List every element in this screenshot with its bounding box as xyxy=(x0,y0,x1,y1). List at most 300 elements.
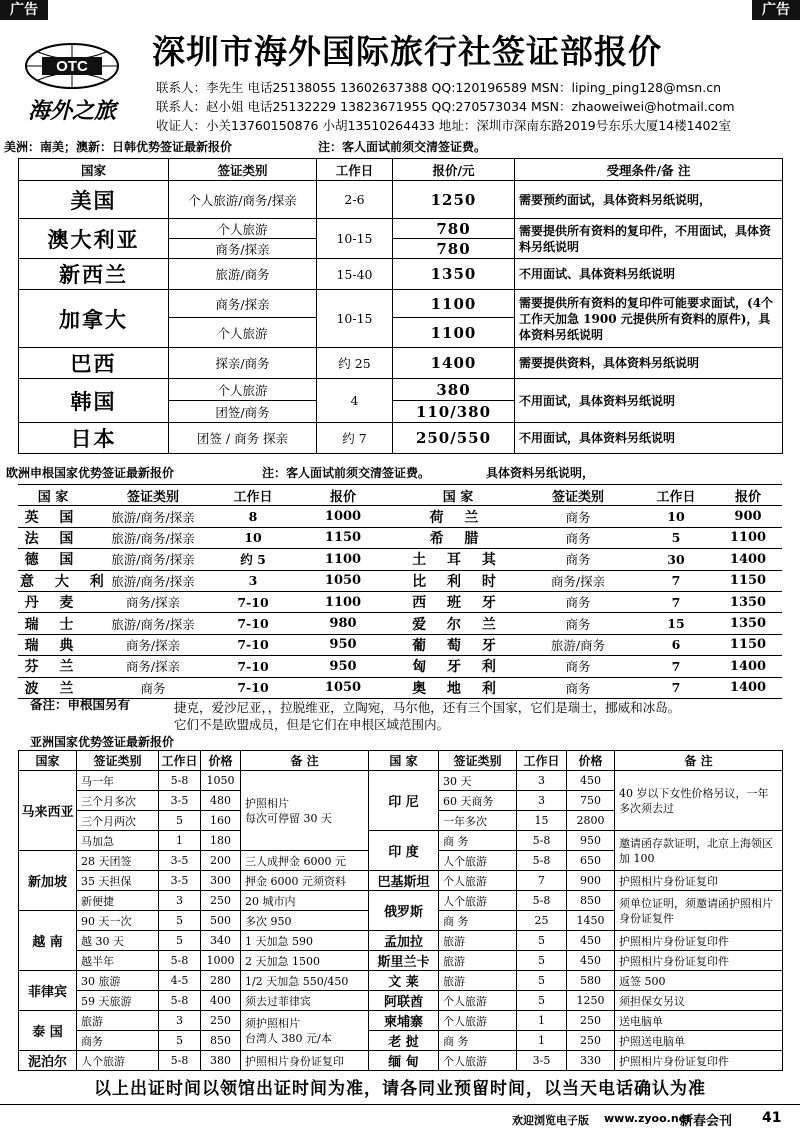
europe-remark-line-1: 捷克，爱沙尼亚，，拉脱维亚，立陶宛，马尔他，还有三个国家，它们是瑞士，挪威和冰岛。 xyxy=(174,700,681,715)
europe-note-2: 具体资料另纸说明， xyxy=(486,466,595,480)
country-name: 新西兰 xyxy=(19,259,169,290)
col-workdays: 工作日 xyxy=(218,485,288,506)
americas-price-table xyxy=(18,158,783,454)
country-name: 巴基斯坦 xyxy=(369,871,439,891)
price: 280 xyxy=(201,971,241,991)
visa-type: 商务 xyxy=(518,549,638,570)
country-name: 荷 兰 xyxy=(398,506,518,527)
workdays: 7-10 xyxy=(218,677,288,698)
visa-type: 90 天一次 xyxy=(77,911,159,931)
price: 250 xyxy=(201,891,241,911)
page-number: 41 xyxy=(762,1110,782,1126)
workdays: 10 xyxy=(218,527,288,548)
visa-type: 越 30 天 xyxy=(77,931,159,951)
table-row xyxy=(18,549,782,570)
price: 900 xyxy=(714,506,782,527)
country-name: 土 耳 其 xyxy=(398,549,518,570)
price: 1050 xyxy=(288,677,398,698)
price: 250 xyxy=(201,1011,241,1031)
price: 1150 xyxy=(288,527,398,548)
col-country-2: 国 家 xyxy=(398,485,518,506)
workdays: 5 xyxy=(159,931,201,951)
remark: 护照相片身份证复印件 xyxy=(615,951,783,971)
workdays: 10-15 xyxy=(317,219,393,259)
visa-type: 旅游/商务/探亲 xyxy=(88,549,218,570)
bottom-bar-label: 欢迎浏览电子版 xyxy=(512,1114,589,1127)
table-row xyxy=(18,677,782,698)
workdays: 7 xyxy=(638,570,714,591)
logo-script-text: 海外之旅 xyxy=(27,99,117,124)
remark: 护照相片身份证复印件 xyxy=(615,931,783,951)
country-name: 德 国 xyxy=(18,549,88,570)
workdays: 5-8 xyxy=(517,891,567,911)
workdays: 5 xyxy=(159,1031,201,1051)
workdays: 3-5 xyxy=(159,871,201,891)
table-header-row xyxy=(19,159,783,181)
col-workdays: 工作日 xyxy=(159,751,201,771)
price: 900 xyxy=(567,871,615,891)
visa-type: 个人旅游 xyxy=(439,1011,517,1031)
workdays: 约 25 xyxy=(317,348,393,379)
visa-type: 探亲/商务 xyxy=(169,348,317,379)
remark: 须单位证明，须邀请函护照相片身份证复件 xyxy=(615,891,783,931)
country-name: 希 腊 xyxy=(398,527,518,548)
remark: 需要提供所有资料的复印件可能要求面试，(4个工作天加急 1900 元提供所有资料的原件)，具体资料另纸说明 xyxy=(515,290,783,348)
visa-type: 商务/探亲 xyxy=(518,570,638,591)
country-name: 巴西 xyxy=(19,348,169,379)
europe-price-table xyxy=(18,484,782,699)
price: 1150 xyxy=(714,634,782,655)
price: 110/380 xyxy=(393,401,515,423)
workdays: 7-10 xyxy=(218,613,288,634)
price: 1100 xyxy=(393,318,515,348)
price: 850 xyxy=(567,891,615,911)
remark: 多次 950 xyxy=(241,911,369,931)
price: 250/550 xyxy=(393,423,515,454)
country-name: 俄罗斯 xyxy=(369,891,439,931)
remark: 不用面试，具体资料另纸说明 xyxy=(515,379,783,423)
workdays: 15 xyxy=(638,613,714,634)
visa-type: 商务 xyxy=(518,591,638,612)
country-name: 葡 萄 牙 xyxy=(398,634,518,655)
table-row xyxy=(19,348,783,379)
table-row xyxy=(19,423,783,454)
table-row xyxy=(19,379,783,401)
table-row xyxy=(19,219,783,239)
table-row xyxy=(19,831,783,851)
workdays: 3-5 xyxy=(159,851,201,871)
table-row xyxy=(18,613,782,634)
workdays: 5 xyxy=(159,811,201,831)
workdays: 5 xyxy=(638,527,714,548)
price: 160 xyxy=(201,811,241,831)
europe-remark-label: 备注：申根国另有 xyxy=(30,697,131,712)
visa-type: 商务 xyxy=(518,527,638,548)
remark: 返签 500 xyxy=(615,971,783,991)
table-row xyxy=(19,1031,783,1051)
visa-type: 商 务 xyxy=(439,911,517,931)
workdays: 约 5 xyxy=(218,549,288,570)
workdays: 1 xyxy=(517,1031,567,1051)
workdays: 25 xyxy=(517,911,567,931)
workdays: 6 xyxy=(638,634,714,655)
workdays: 7-10 xyxy=(218,634,288,655)
visa-type: 旅游/商务/探亲 xyxy=(88,570,218,591)
visa-type: 个人旅游 xyxy=(439,871,517,891)
visa-type: 团签/商务 xyxy=(169,401,317,423)
price: 250 xyxy=(567,1031,615,1051)
footer-note: 以上出证时间以领馆出证时间为准，请各同业预留时间，以当天电话确认为准 xyxy=(94,1079,706,1099)
workdays: 5 xyxy=(517,951,567,971)
table-row xyxy=(19,871,783,891)
price: 380 xyxy=(201,1051,241,1071)
workdays: 3 xyxy=(517,771,567,791)
table-row xyxy=(19,290,783,318)
remark: 三人成押金 6000 元 xyxy=(241,851,369,871)
table-row xyxy=(18,570,782,591)
table-row xyxy=(19,1051,783,1071)
price: 780 xyxy=(393,239,515,259)
price: 450 xyxy=(567,951,615,971)
visa-type: 团签 / 商务 探亲 xyxy=(169,423,317,454)
visa-type: 三个月多次 xyxy=(77,791,159,811)
price: 1050 xyxy=(288,570,398,591)
page-title: 深圳市海外国际旅行社签证部报价 xyxy=(152,32,662,71)
visa-type: 商务/探亲 xyxy=(169,239,317,259)
workdays: 5-8 xyxy=(159,951,201,971)
price: 180 xyxy=(201,831,241,851)
visa-type: 个人旅游/商务/探亲 xyxy=(169,181,317,219)
visa-type: 马加急 xyxy=(77,831,159,851)
price: 1400 xyxy=(714,656,782,677)
country-name: 波 兰 xyxy=(18,677,88,698)
table-row xyxy=(19,951,783,971)
price: 1050 xyxy=(201,771,241,791)
remark: 护照相片身份证复印件 xyxy=(615,1051,783,1071)
col-price: 报价 xyxy=(288,485,398,506)
visa-type: 30 旅游 xyxy=(77,971,159,991)
price: 1100 xyxy=(288,549,398,570)
col-remark-2: 备 注 xyxy=(615,751,783,771)
visa-type: 旅游/商务 xyxy=(169,259,317,290)
remark: 不用面试，具体资料另纸说明 xyxy=(515,423,783,454)
table-row xyxy=(19,1011,783,1031)
americas-note: 注：客人面试前须交清签证费。 xyxy=(318,140,487,154)
remark: 护照相片身份证复印 xyxy=(241,1051,369,1071)
remark: 护照相片 每次可停留 30 天 xyxy=(241,771,369,851)
col-visa-type-2: 签证类别 xyxy=(518,485,638,506)
workdays: 3 xyxy=(159,891,201,911)
country-name: 爱 尔 兰 xyxy=(398,613,518,634)
country-name: 澳大利亚 xyxy=(19,219,169,259)
workdays: 5-8 xyxy=(517,831,567,851)
europe-heading: 欧洲申根国家优势签证最新报价 xyxy=(6,466,175,480)
visa-type: 一年多次 xyxy=(439,811,517,831)
col-price-2: 价格 xyxy=(567,751,615,771)
table-row xyxy=(19,891,783,911)
col-remark: 受理条件/备 注 xyxy=(515,159,783,181)
workdays: 5 xyxy=(517,931,567,951)
visa-type: 商务 xyxy=(518,677,638,698)
visa-type: 人个旅游 xyxy=(439,851,517,871)
visa-type: 商 务 xyxy=(439,831,517,851)
price: 480 xyxy=(201,791,241,811)
workdays: 1 xyxy=(159,831,201,851)
country-name: 加拿大 xyxy=(19,290,169,348)
workdays: 7 xyxy=(517,871,567,891)
workdays: 10-15 xyxy=(317,290,393,348)
remark: 需要预约面试，具体资料另纸说明， xyxy=(515,181,783,219)
price: 1350 xyxy=(714,591,782,612)
country-name: 英 国 xyxy=(18,506,88,527)
country-name: 瑞 士 xyxy=(18,613,88,634)
workdays: 5-8 xyxy=(159,1051,201,1071)
remark: 不用面试、具体资料另纸说明 xyxy=(515,259,783,290)
workdays: 7 xyxy=(638,677,714,698)
country-name: 西 班 牙 xyxy=(398,591,518,612)
price: 950 xyxy=(567,831,615,851)
price: 1250 xyxy=(393,181,515,219)
price: 650 xyxy=(567,851,615,871)
remark: 2 天加急 1500 xyxy=(241,951,369,971)
visa-type: 商务/探亲 xyxy=(88,656,218,677)
table-row xyxy=(19,931,783,951)
visa-type: 30 天 xyxy=(439,771,517,791)
europe-note: 注：客人面试前须交清签证费。 xyxy=(262,466,431,480)
price: 1350 xyxy=(714,613,782,634)
visa-type: 旅游 xyxy=(439,971,517,991)
price: 1450 xyxy=(567,911,615,931)
otc-badge-text: OTC xyxy=(56,58,88,75)
table-row xyxy=(18,506,782,527)
country-name: 法 国 xyxy=(18,527,88,548)
col-price: 价格 xyxy=(201,751,241,771)
price: 850 xyxy=(201,1031,241,1051)
price: 1400 xyxy=(393,348,515,379)
bottom-bar-url[interactable]: www.zyoo.net xyxy=(604,1112,692,1125)
remark: 押金 6000 元须资料 xyxy=(241,871,369,891)
country-name: 日本 xyxy=(19,423,169,454)
remark: 须护照相片 台湾人 380 元/本 xyxy=(241,1011,369,1051)
remark: 须去过菲律宾 xyxy=(241,991,369,1011)
visa-type: 人个旅游 xyxy=(77,1051,159,1071)
visa-type: 商务 xyxy=(88,677,218,698)
col-workdays-2: 工作日 xyxy=(517,751,567,771)
price: 1100 xyxy=(714,527,782,548)
table-header-row xyxy=(18,485,782,506)
workdays: 10 xyxy=(638,506,714,527)
visa-type: 人个旅游 xyxy=(439,891,517,911)
col-visa-type-2: 签证类别 xyxy=(439,751,517,771)
country-name: 韩国 xyxy=(19,379,169,423)
visa-type: 35 天担保 xyxy=(77,871,159,891)
visa-type: 新便捷 xyxy=(77,891,159,911)
price: 500 xyxy=(201,911,241,931)
col-country: 国 家 xyxy=(18,485,88,506)
col-visa-type: 签证类别 xyxy=(88,485,218,506)
remark: 须担保女另议 xyxy=(615,991,783,1011)
remark: 40 岁以下女性价格另议，一年多次须去过 xyxy=(615,771,783,831)
remark: 需要提供所有资料的复印件，不用面试，具体资料另纸说明 xyxy=(515,219,783,259)
issue-name: 新春会刊 xyxy=(680,1114,733,1129)
price: 1000 xyxy=(288,506,398,527)
table-row xyxy=(18,591,782,612)
country-name: 瑞 典 xyxy=(18,634,88,655)
workdays: 3-5 xyxy=(517,1051,567,1071)
price: 1100 xyxy=(288,591,398,612)
workdays: 4 xyxy=(317,379,393,423)
country-name: 奥 地 利 xyxy=(398,677,518,698)
table-row xyxy=(18,527,782,548)
visa-type: 马一年 xyxy=(77,771,159,791)
visa-type: 三个月两次 xyxy=(77,811,159,831)
remark: 护照相片身份证复印 xyxy=(615,871,783,891)
col-remark: 备 注 xyxy=(241,751,369,771)
workdays: 15 xyxy=(517,811,567,831)
price: 950 xyxy=(288,634,398,655)
country-name: 越 南 xyxy=(19,911,77,971)
visa-type: 旅游 xyxy=(77,1011,159,1031)
col-workdays: 工作日 xyxy=(317,159,393,181)
workdays: 7-10 xyxy=(218,591,288,612)
price: 1400 xyxy=(714,549,782,570)
price: 1000 xyxy=(201,951,241,971)
table-header-row xyxy=(19,751,783,771)
price: 400 xyxy=(201,991,241,1011)
visa-type: 商务/探亲 xyxy=(169,290,317,318)
country-name: 斯里兰卡 xyxy=(369,951,439,971)
price: 980 xyxy=(288,613,398,634)
country-name: 新加坡 xyxy=(19,851,77,911)
visa-type: 商务 xyxy=(518,613,638,634)
table-row xyxy=(19,971,783,991)
remark: 送电脑单 xyxy=(615,1011,783,1031)
workdays: 3 xyxy=(159,1011,201,1031)
country-name: 比 利 时 xyxy=(398,570,518,591)
country-name: 孟加拉 xyxy=(369,931,439,951)
col-country: 国家 xyxy=(19,159,169,181)
visa-type: 个人旅游 xyxy=(169,379,317,401)
workdays: 约 7 xyxy=(317,423,393,454)
visa-type: 28 天团签 xyxy=(77,851,159,871)
price: 450 xyxy=(567,771,615,791)
country-name: 老 挝 xyxy=(369,1031,439,1051)
country-name: 泰 国 xyxy=(19,1011,77,1051)
price: 950 xyxy=(288,656,398,677)
country-name: 印 尼 xyxy=(369,771,439,831)
price: 580 xyxy=(567,971,615,991)
workdays: 5-8 xyxy=(159,771,201,791)
col-visa-type: 签证类别 xyxy=(77,751,159,771)
americas-heading: 美洲：南美；澳新：日韩优势签证最新报价 xyxy=(4,140,233,154)
col-visa-type: 签证类别 xyxy=(169,159,317,181)
visa-type: 商务/探亲 xyxy=(88,591,218,612)
visa-type: 商务/探亲 xyxy=(88,634,218,655)
price: 1150 xyxy=(714,570,782,591)
workdays: 8 xyxy=(218,506,288,527)
contact-line-3: 收证人：小关13760150876 小胡13510264433 地址：深圳市深南东路2019号东乐大厦14楼1402室 xyxy=(156,118,731,133)
col-country-2: 国 家 xyxy=(369,751,439,771)
workdays: 3-5 xyxy=(159,791,201,811)
price: 1250 xyxy=(567,991,615,1011)
price: 380 xyxy=(393,379,515,401)
remark: 1/2 天加急 550/450 xyxy=(241,971,369,991)
visa-type: 商 务 xyxy=(439,1031,517,1051)
otc-logo xyxy=(16,34,128,132)
contact-line-2: 联系人：赵小姐 电话25132229 13823671955 QQ:270573034 MSN：zhaoweiwei@hotmail.com xyxy=(156,99,735,114)
col-workdays-2: 工作日 xyxy=(638,485,714,506)
ad-label-right: 广告 xyxy=(752,0,800,20)
country-name: 意 大 利 xyxy=(18,570,88,591)
col-country: 国家 xyxy=(19,751,77,771)
workdays: 5-8 xyxy=(517,851,567,871)
remark: 20 城市内 xyxy=(241,891,369,911)
country-name: 泥泊尔 xyxy=(19,1051,77,1071)
visa-type: 旅游 xyxy=(439,951,517,971)
visa-type: 个人旅游 xyxy=(439,991,517,1011)
visa-type: 59 天旅游 xyxy=(77,991,159,1011)
workdays: 7-10 xyxy=(218,656,288,677)
price: 1400 xyxy=(714,677,782,698)
workdays: 4-5 xyxy=(159,971,201,991)
country-name: 印 度 xyxy=(369,831,439,871)
europe-remark-line-2: 它们不是欧盟成员，但是它们在申根区域范围内。 xyxy=(174,717,450,732)
asia-heading: 亚洲国家优势签证最新报价 xyxy=(30,735,175,749)
price: 340 xyxy=(201,931,241,951)
visa-type: 商务 xyxy=(518,656,638,677)
country-name: 丹 麦 xyxy=(18,591,88,612)
price: 200 xyxy=(201,851,241,871)
visa-type: 商务 xyxy=(77,1031,159,1051)
price: 1350 xyxy=(393,259,515,290)
workdays: 5 xyxy=(517,991,567,1011)
table-row xyxy=(18,634,782,655)
workdays: 15-40 xyxy=(317,259,393,290)
country-name: 柬埔寨 xyxy=(369,1011,439,1031)
workdays: 2-6 xyxy=(317,181,393,219)
remark: 需要提供资料，具体资料另纸说明 xyxy=(515,348,783,379)
workdays: 3 xyxy=(517,791,567,811)
ad-label-left: 广告 xyxy=(0,0,48,20)
workdays: 1 xyxy=(517,1011,567,1031)
visa-type: 越半年 xyxy=(77,951,159,971)
price: 750 xyxy=(567,791,615,811)
workdays: 3 xyxy=(218,570,288,591)
workdays: 30 xyxy=(638,549,714,570)
country-name: 缅 甸 xyxy=(369,1051,439,1071)
col-price: 报价/元 xyxy=(393,159,515,181)
workdays: 7 xyxy=(638,656,714,677)
country-name: 阿联酋 xyxy=(369,991,439,1011)
visa-type: 60 天商务 xyxy=(439,791,517,811)
country-name: 匈 牙 利 xyxy=(398,656,518,677)
visa-type: 个人旅游 xyxy=(169,318,317,348)
table-row xyxy=(19,771,783,791)
asia-price-table xyxy=(18,750,783,1071)
remark: 邀请函存款证明，北京上海领区加 100 xyxy=(615,831,783,871)
workdays: 5-8 xyxy=(159,991,201,1011)
country-name: 马来西亚 xyxy=(19,771,77,851)
visa-type: 旅游/商务/探亲 xyxy=(88,527,218,548)
price: 2800 xyxy=(567,811,615,831)
country-name: 美国 xyxy=(19,181,169,219)
bottom-bar xyxy=(0,1104,800,1130)
visa-type: 旅游/商务/探亲 xyxy=(88,506,218,527)
price: 780 xyxy=(393,219,515,239)
visa-type: 旅游 xyxy=(439,931,517,951)
visa-type: 旅游/商务 xyxy=(518,634,638,655)
table-row xyxy=(19,259,783,290)
